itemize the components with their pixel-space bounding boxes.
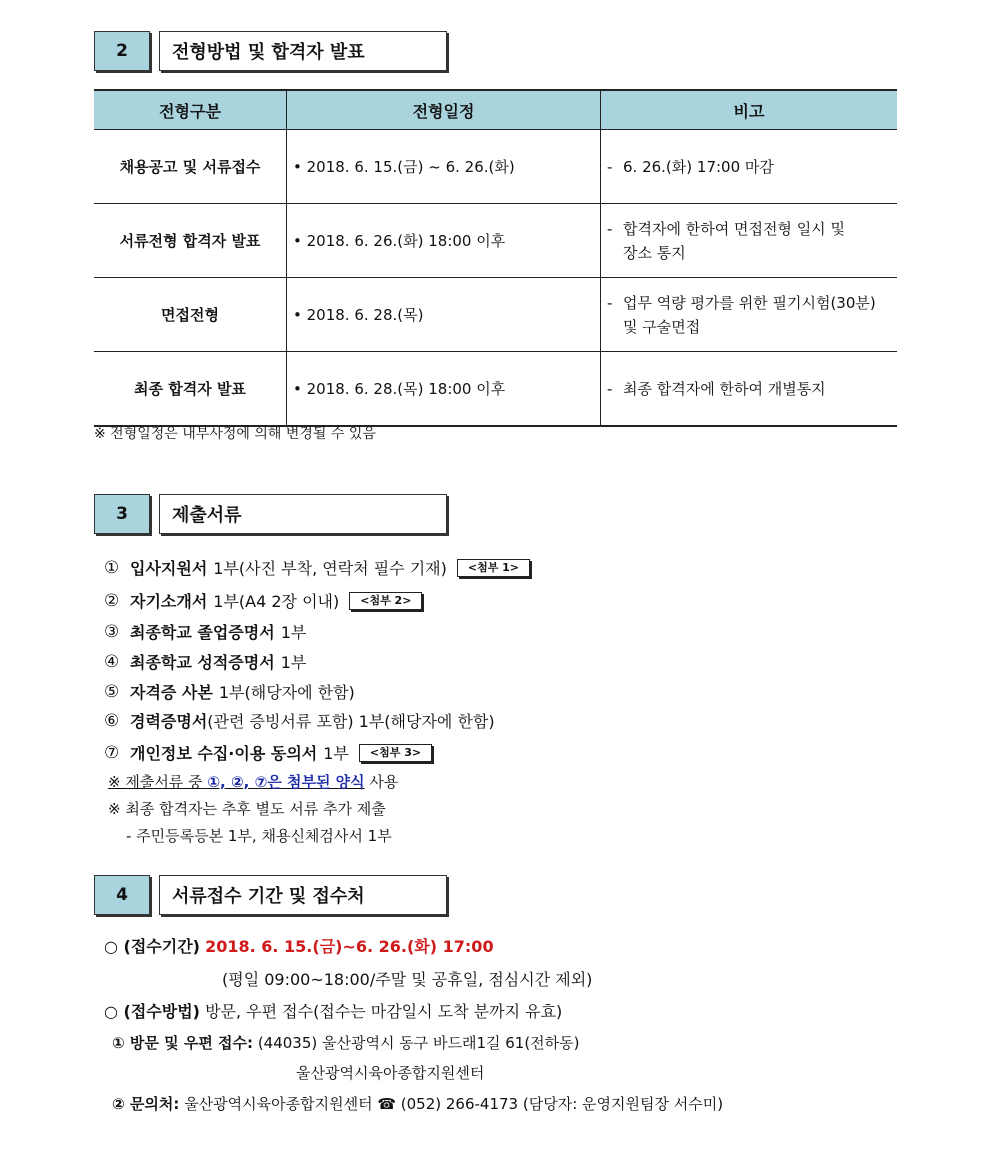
attachment-badge: <첨부 2> — [349, 592, 422, 610]
document-item — [104, 709, 495, 732]
section-title: 전형방법 및 합격자 발표 — [159, 31, 447, 71]
document-item — [104, 589, 422, 612]
document-item — [104, 680, 355, 703]
document-item — [104, 741, 432, 764]
period-line — [104, 934, 494, 957]
note-cell: - 최종 합격자에 한하여 개별통지 — [601, 352, 898, 427]
section-number: 2 — [94, 31, 150, 71]
method-label: ○ (접수방법) — [104, 1002, 200, 1021]
schedule-cell: • 2018. 6. 28.(목) 18:00 이후 — [287, 352, 601, 427]
table-row — [94, 352, 897, 427]
item-number: ① — [104, 557, 120, 578]
column-header: 전형일정 — [287, 90, 601, 130]
visit-value-2: 울산광역시육아종합지원센터 — [296, 1064, 485, 1082]
schedule-text: 2018. 6. 28.(목) — [306, 306, 424, 324]
schedule-text: 2018. 6. 26.(화) 18:00 이후 — [306, 232, 506, 250]
schedule-cell: • 2018. 6. 28.(목) — [287, 278, 601, 352]
form-usage-note — [108, 771, 398, 792]
column-header: 전형구분 — [94, 90, 287, 130]
stage-cell: 채용공고 및 서류접수 — [94, 130, 287, 204]
stage-cell: 면접전형 — [94, 278, 287, 352]
visit-line — [112, 1032, 580, 1053]
note-cell: - 합격자에 한하여 면접전형 일시 및 장소 통지 — [601, 204, 898, 278]
note-suffix: 사용 — [364, 773, 399, 791]
note-text: 업무 역량 평가를 위한 필기시험(30분) — [623, 293, 876, 312]
item-number: ⑥ — [104, 710, 120, 731]
item-number: ⑦ — [104, 742, 120, 763]
section-2-header — [94, 31, 447, 71]
visit-label: ① 방문 및 우편 접수: — [112, 1034, 254, 1052]
table-row — [94, 278, 897, 352]
section-title: 제출서류 — [159, 494, 447, 534]
section-4-header — [94, 875, 447, 915]
schedule-table — [94, 89, 897, 427]
item-detail: 1부(사진 부착, 연락처 필수 기재) — [213, 559, 447, 578]
note-prefix: ※ 제출서류 중 — [108, 773, 208, 791]
note-text: 및 구술면접 — [623, 317, 701, 336]
method-value: 방문, 우편 접수(접수는 마감일시 도착 분까지 유효) — [205, 1002, 563, 1021]
note-text: 최종 합격자에 한하여 개별통지 — [623, 379, 826, 398]
item-name: 최종학교 성적증명서 — [130, 653, 275, 672]
item-number: ② — [104, 590, 120, 611]
contact-label: ② 문의처: — [112, 1095, 180, 1113]
item-detail: 1부 — [323, 744, 349, 763]
note-text: 합격자에 한하여 면접전형 일시 및 — [623, 219, 845, 238]
stage-cell: 최종 합격자 발표 — [94, 352, 287, 427]
document-item — [104, 650, 306, 673]
table-header-row — [94, 90, 897, 130]
method-line — [104, 999, 562, 1022]
item-number: ④ — [104, 651, 120, 672]
item-detail: 1부(해당자에 한함) — [218, 683, 355, 702]
note-highlight: ①, ②, ⑦은 첨부된 양식 — [207, 773, 365, 791]
additional-docs-note: ※ 최종 합격자는 추후 별도 서류 추가 제출 — [108, 800, 386, 818]
item-name: 경력증명서 — [130, 712, 208, 731]
schedule-text: 2018. 6. 15.(금) ~ 6. 26.(화) — [306, 158, 515, 176]
document-item — [104, 620, 306, 643]
item-detail: 1부(A4 2장 이내) — [213, 592, 340, 611]
item-name: 개인정보 수집·이용 동의서 — [130, 744, 318, 763]
schedule-cell: • 2018. 6. 26.(화) 18:00 이후 — [287, 204, 601, 278]
item-number: ⑤ — [104, 681, 120, 702]
note-cell: - 업무 역량 평가를 위한 필기시험(30분) 및 구술면접 — [601, 278, 898, 352]
schedule-text: 2018. 6. 28.(목) 18:00 이후 — [306, 380, 506, 398]
table-row — [94, 204, 897, 278]
item-detail: 1부 — [280, 623, 307, 642]
item-detail: 1부 — [280, 653, 307, 672]
item-name: 최종학교 졸업증명서 — [130, 623, 275, 642]
item-detail: (관련 증빙서류 포함) 1부(해당자에 한함) — [207, 712, 495, 731]
attachment-badge: <첨부 3> — [359, 744, 432, 762]
stage-cell: 서류전형 합격자 발표 — [94, 204, 287, 278]
period-value: 2018. 6. 15.(금)~6. 26.(화) 17:00 — [205, 937, 494, 956]
visit-value: (44035) 울산광역시 동구 바드래1길 61(전하동) — [257, 1034, 580, 1052]
table-row — [94, 130, 897, 204]
section-number: 3 — [94, 494, 150, 534]
document-item — [104, 556, 530, 579]
contact-line — [112, 1093, 723, 1114]
period-sub: (평일 09:00~18:00/주말 및 공휴일, 점심시간 제외) — [222, 970, 593, 989]
note-text: 6. 26.(화) 17:00 마감 — [623, 157, 774, 176]
note-text: 장소 통지 — [623, 243, 686, 262]
schedule-footnote: ※ 전형일정은 내부사정에 의해 변경될 수 있음 — [94, 426, 376, 442]
item-name: 입사지원서 — [130, 559, 208, 578]
section-title: 서류접수 기간 및 접수처 — [159, 875, 447, 915]
item-name: 자기소개서 — [130, 592, 208, 611]
schedule-cell: • 2018. 6. 15.(금) ~ 6. 26.(화) — [287, 130, 601, 204]
note-cell: - 6. 26.(화) 17:00 마감 — [601, 130, 898, 204]
item-number: ③ — [104, 621, 120, 642]
period-label: ○ (접수기간) — [104, 937, 200, 956]
item-name: 자격증 사본 — [130, 683, 213, 702]
column-header: 비고 — [601, 90, 898, 130]
contact-value: 울산광역시육아종합지원센터 ☎ (052) 266-4173 (담당자: 운영지원팀장 서수미) — [184, 1095, 724, 1113]
section-number: 4 — [94, 875, 150, 915]
additional-docs-list: - 주민등록등본 1부, 채용신체검사서 1부 — [126, 827, 392, 845]
attachment-badge: <첨부 1> — [457, 559, 530, 577]
section-3-header — [94, 494, 447, 534]
